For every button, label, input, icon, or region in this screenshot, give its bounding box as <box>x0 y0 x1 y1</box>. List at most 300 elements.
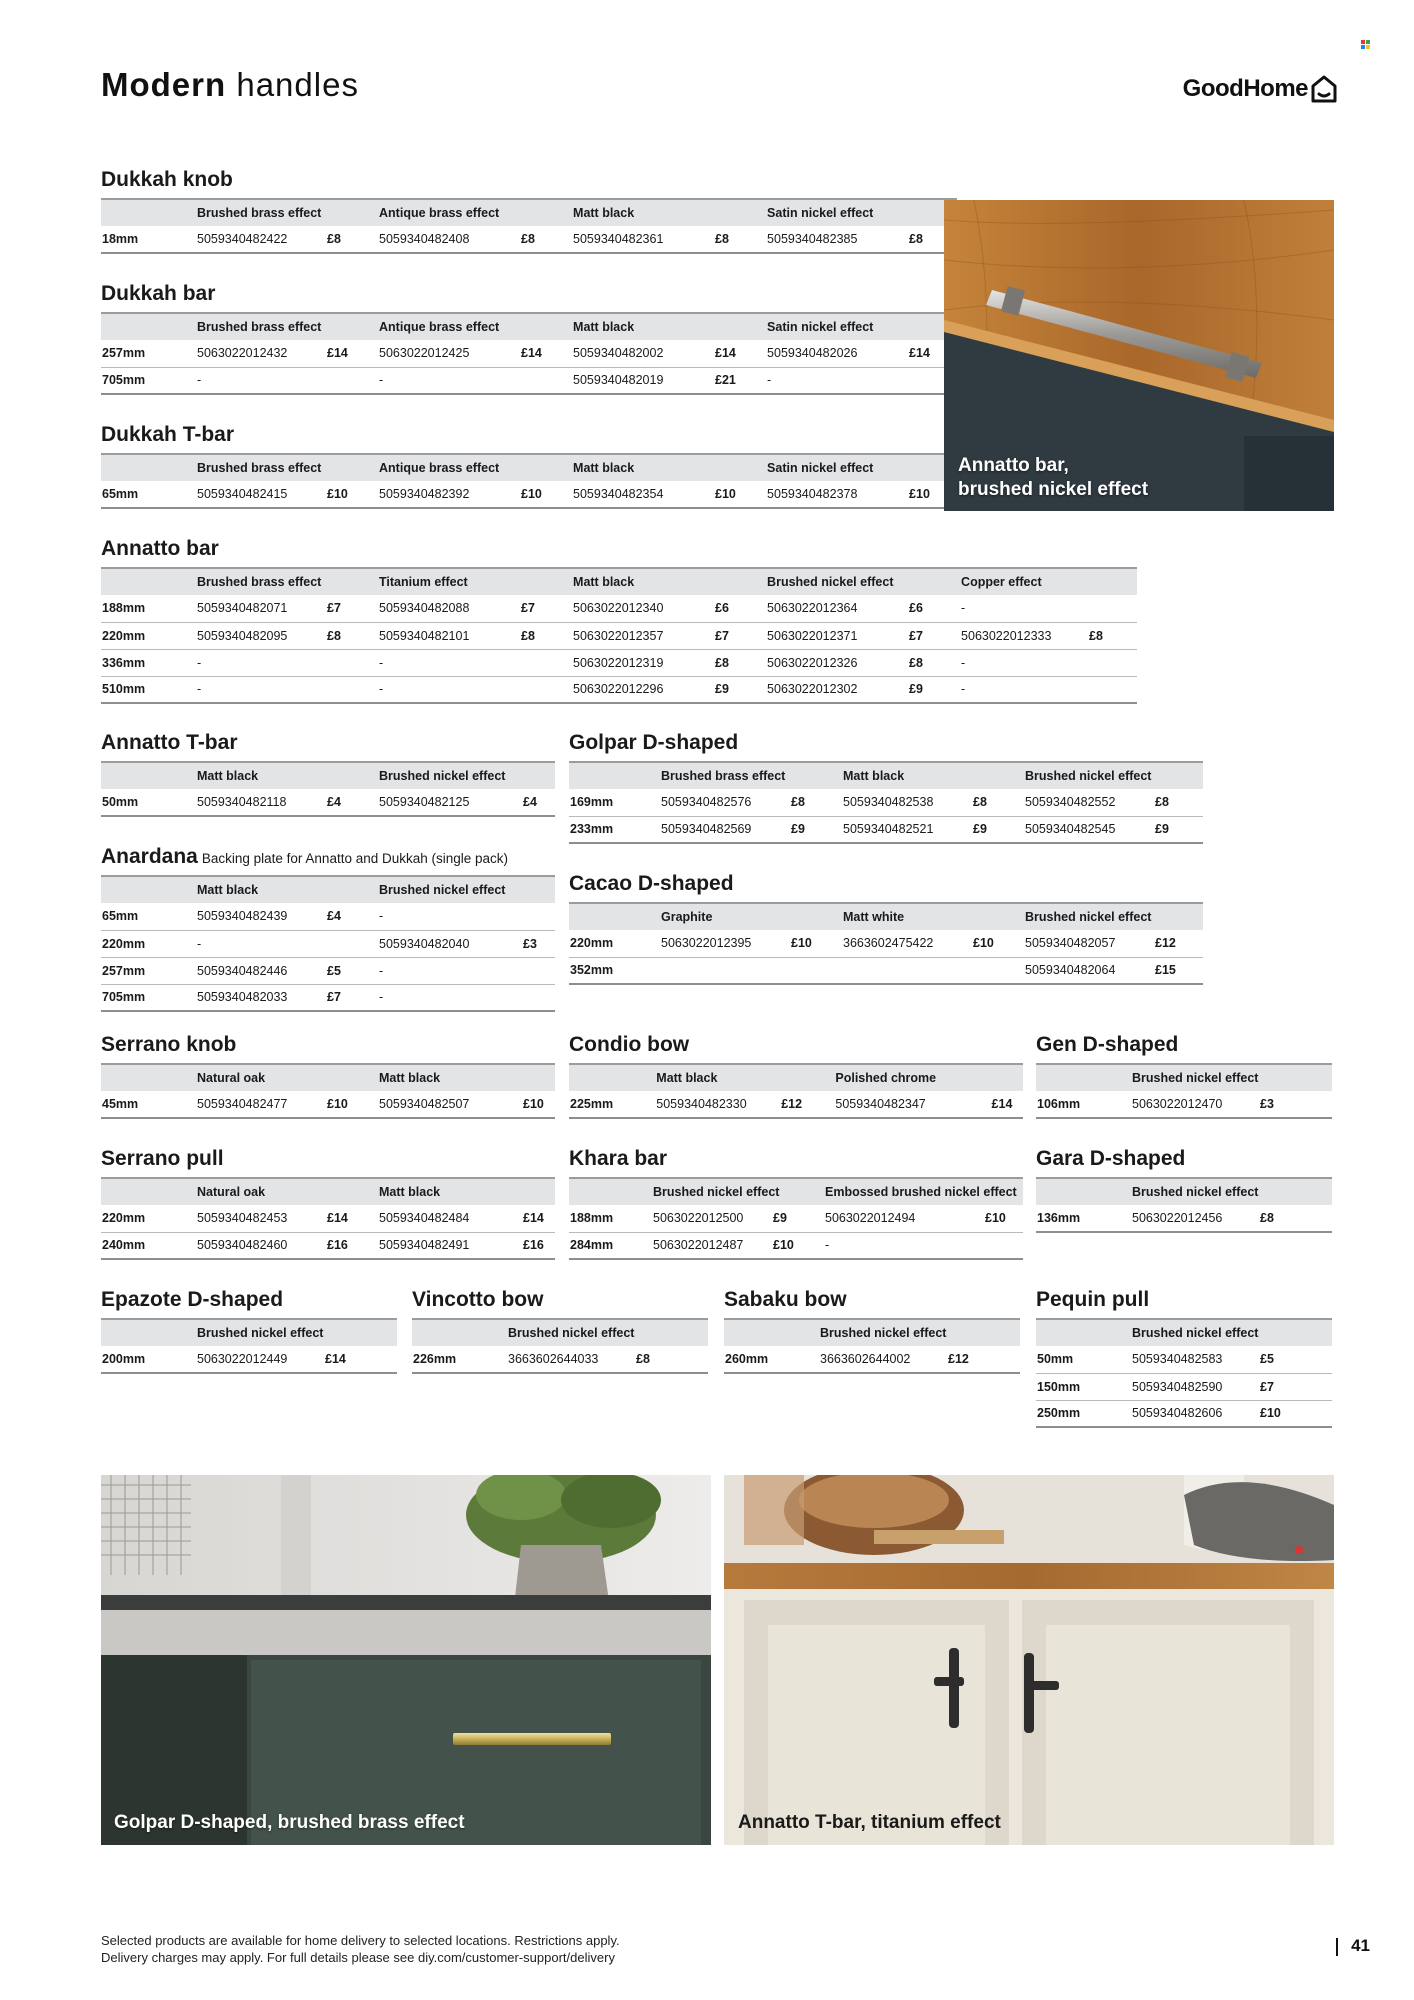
product-code-cell: 5059340482477 <box>193 1091 323 1118</box>
product-code-cell: 5059340482460 <box>193 1232 323 1259</box>
product-code-cell: 5063022012340 <box>569 595 711 622</box>
size-cell: 257mm <box>101 340 193 367</box>
price-cell: £10 <box>517 481 569 508</box>
section-epazote <box>101 1286 397 1374</box>
price-cell: £8 <box>632 1346 708 1373</box>
price-cell: £14 <box>988 1091 1023 1118</box>
table-row <box>101 622 1137 649</box>
price-cell: £6 <box>905 595 957 622</box>
price-cell <box>969 957 1021 984</box>
product-code-cell: 5063022012425 <box>375 340 517 367</box>
section-title-text: Serrano pull <box>101 1147 224 1170</box>
table-row <box>569 1091 1023 1118</box>
price-cell <box>517 367 569 394</box>
product-code-cell: - <box>957 676 1085 703</box>
size-cell: 188mm <box>569 1205 649 1232</box>
product-code-cell: 5063022012333 <box>957 622 1085 649</box>
table-row <box>101 1205 555 1232</box>
size-cell: 240mm <box>101 1232 193 1259</box>
product-code-cell: - <box>763 367 905 394</box>
price-cell: £16 <box>519 1232 555 1259</box>
table-header-row <box>569 903 1203 930</box>
size-cell: 220mm <box>101 1205 193 1232</box>
photo-golpar <box>101 1475 711 1845</box>
section-sabaku <box>724 1286 1020 1374</box>
product-code-cell: - <box>375 984 519 1011</box>
section-annatto-tbar <box>101 729 555 817</box>
product-code-cell: - <box>375 957 519 984</box>
size-cell: 45mm <box>101 1091 193 1118</box>
photo-annatto-tbar <box>724 1475 1334 1845</box>
table-header-row <box>569 762 1203 789</box>
price-cell: £12 <box>1151 930 1203 957</box>
spec-table <box>1036 1318 1332 1428</box>
price-cell: £9 <box>1151 816 1203 843</box>
finish-header: Brushed nickel effect <box>193 1319 397 1346</box>
product-code-cell: - <box>193 367 323 394</box>
finish-header: Graphite <box>657 903 839 930</box>
table-row <box>412 1346 708 1373</box>
product-code-cell: 5059340482347 <box>831 1091 987 1118</box>
spec-table <box>101 1318 397 1374</box>
header-cell-blank <box>569 903 657 930</box>
header-cell-blank <box>101 199 193 226</box>
size-cell: 226mm <box>412 1346 504 1373</box>
size-cell: 336mm <box>101 649 193 676</box>
section-title-text: Anardana <box>101 845 198 868</box>
header-cell-blank <box>101 762 193 789</box>
corner-color-dots-icon <box>1361 40 1371 50</box>
header-cell-blank <box>1036 1064 1128 1091</box>
table-header-row <box>1036 1178 1332 1205</box>
price-cell: £14 <box>519 1205 555 1232</box>
table-header-row <box>1036 1319 1332 1346</box>
product-code-cell: 5059340482392 <box>375 481 517 508</box>
size-cell: 200mm <box>101 1346 193 1373</box>
section-title <box>569 729 1203 757</box>
section-title-text: Khara bar <box>569 1147 668 1170</box>
brand-name: GoodHome <box>1182 75 1308 102</box>
finish-header: Matt white <box>839 903 1021 930</box>
price-cell: £5 <box>1256 1346 1332 1373</box>
finish-header: Brushed nickel effect <box>375 762 555 789</box>
price-cell <box>787 957 839 984</box>
product-code-cell: 5063022012326 <box>763 649 905 676</box>
section-serrano-knob <box>101 1031 555 1119</box>
finish-header: Matt black <box>375 1064 555 1091</box>
price-cell: £9 <box>905 676 957 703</box>
section-title-text: Dukkah knob <box>101 168 233 191</box>
finish-header: Brushed nickel effect <box>1128 1319 1332 1346</box>
product-code-cell: 5059340482590 <box>1128 1373 1256 1400</box>
table-row <box>101 903 555 930</box>
product-code-cell: 5059340482088 <box>375 595 517 622</box>
finish-header: Satin nickel effect <box>763 454 957 481</box>
price-cell: £16 <box>323 1232 375 1259</box>
price-cell: £10 <box>969 930 1021 957</box>
section-title <box>101 843 555 871</box>
product-code-cell: 5059340482453 <box>193 1205 323 1232</box>
price-cell: £4 <box>323 903 375 930</box>
product-code-cell: 5063022012456 <box>1128 1205 1256 1232</box>
spec-table <box>412 1318 708 1374</box>
page-title-rest: handles <box>236 66 359 103</box>
golpar-photo-caption: Golpar D-shaped, brushed brass effect <box>114 1812 465 1833</box>
section-dukkah-tbar <box>101 421 931 509</box>
spec-table <box>569 761 1203 844</box>
section-title <box>101 166 931 194</box>
table-header-row <box>101 1178 555 1205</box>
size-cell: 220mm <box>101 930 193 957</box>
price-cell: £8 <box>969 789 1021 816</box>
spec-table <box>101 453 957 509</box>
product-code-cell: 5059340482385 <box>763 226 905 253</box>
section-title-text: Dukkah T-bar <box>101 423 235 446</box>
price-cell: £8 <box>517 226 569 253</box>
section-title <box>1036 1286 1332 1314</box>
finish-header: Satin nickel effect <box>763 313 957 340</box>
product-code-cell: 5059340482064 <box>1021 957 1151 984</box>
table-row <box>1036 1400 1332 1427</box>
spec-table <box>101 875 555 1012</box>
header-cell-blank <box>101 1064 193 1091</box>
table-row <box>101 984 555 1011</box>
price-cell: £8 <box>1256 1205 1332 1232</box>
photo-annatto-bar <box>944 200 1334 511</box>
product-code-cell: 5059340482583 <box>1128 1346 1256 1373</box>
section-annatto-bar <box>101 535 1109 704</box>
price-cell <box>1085 649 1137 676</box>
product-code-cell: 5059340482057 <box>1021 930 1151 957</box>
price-cell: £4 <box>323 789 375 816</box>
size-cell: 150mm <box>1036 1373 1128 1400</box>
price-cell: £21 <box>711 367 763 394</box>
price-cell: £10 <box>1256 1400 1332 1427</box>
price-cell <box>323 649 375 676</box>
table-row <box>101 367 957 394</box>
size-cell: 50mm <box>101 789 193 816</box>
header-cell-blank <box>569 1064 652 1091</box>
price-cell: £14 <box>905 340 957 367</box>
product-code-cell: 5059340482538 <box>839 789 969 816</box>
size-cell: 705mm <box>101 984 193 1011</box>
finish-header: Embossed brushed nickel effect <box>821 1178 1023 1205</box>
product-code-cell: - <box>375 649 517 676</box>
section-pequin <box>1036 1286 1332 1428</box>
product-code-cell: 5059340482491 <box>375 1232 519 1259</box>
finish-header: Antique brass effect <box>375 199 569 226</box>
page-number-divider <box>1336 1938 1338 1956</box>
finish-header: Natural oak <box>193 1178 375 1205</box>
product-code-cell: 5059340482354 <box>569 481 711 508</box>
size-cell: 106mm <box>1036 1091 1128 1118</box>
product-code-cell: 5059340482545 <box>1021 816 1151 843</box>
table-row <box>101 1091 555 1118</box>
finish-header: Antique brass effect <box>375 454 569 481</box>
size-cell: 225mm <box>569 1091 652 1118</box>
section-gen <box>1036 1031 1332 1119</box>
section-title-text: Condio bow <box>569 1033 690 1056</box>
finish-header: Brushed brass effect <box>657 762 839 789</box>
section-title <box>101 280 931 308</box>
section-anardana <box>101 843 555 1012</box>
price-cell: £9 <box>787 816 839 843</box>
table-header-row <box>569 1178 1023 1205</box>
section-title <box>101 1031 555 1059</box>
price-cell: £14 <box>711 340 763 367</box>
size-cell: 705mm <box>101 367 193 394</box>
section-title-text: Golpar D-shaped <box>569 731 739 754</box>
product-code-cell: 5059340482101 <box>375 622 517 649</box>
table-row <box>101 649 1137 676</box>
section-title-text: Dukkah bar <box>101 282 216 305</box>
section-title <box>724 1286 1020 1314</box>
size-cell: 260mm <box>724 1346 816 1373</box>
section-title-text: Annatto bar <box>101 537 219 560</box>
spec-table <box>101 567 1137 704</box>
product-code-cell: 5063022012395 <box>657 930 787 957</box>
finish-header: Matt black <box>569 199 763 226</box>
spec-table <box>569 902 1203 985</box>
product-code-cell: 5059340482484 <box>375 1205 519 1232</box>
section-title <box>101 1286 397 1314</box>
price-cell: £10 <box>323 1091 375 1118</box>
price-cell <box>517 649 569 676</box>
price-cell: £7 <box>517 595 569 622</box>
product-code-cell: - <box>821 1232 981 1259</box>
price-cell: £7 <box>711 622 763 649</box>
delivery-note-line1: Selected products are available for home delivery to selected locations. Restrictions apply. <box>101 1933 620 1948</box>
finish-header: Brushed nickel effect <box>1021 903 1203 930</box>
table-header-row <box>569 1064 1023 1091</box>
price-cell <box>323 367 375 394</box>
spec-table <box>569 1063 1023 1119</box>
finish-header: Titanium effect <box>375 568 569 595</box>
table-row <box>724 1346 1020 1373</box>
product-code-cell: 5063022012364 <box>763 595 905 622</box>
table-header-row <box>724 1319 1020 1346</box>
price-cell: £10 <box>787 930 839 957</box>
price-cell <box>1085 595 1137 622</box>
price-cell <box>981 1232 1023 1259</box>
spec-table <box>724 1318 1020 1374</box>
price-cell: £7 <box>323 984 375 1011</box>
price-cell: £10 <box>769 1232 821 1259</box>
table-header-row <box>101 876 555 903</box>
section-title <box>1036 1145 1332 1173</box>
delivery-note-line2: Delivery charges may apply. For full details please see diy.com/customer-support/delivery <box>101 1950 615 1965</box>
size-cell: 257mm <box>101 957 193 984</box>
finish-header: Matt black <box>193 762 375 789</box>
finish-header: Brushed brass effect <box>193 568 375 595</box>
page-number: 41 <box>1351 1936 1370 1955</box>
size-cell: 136mm <box>1036 1205 1128 1232</box>
price-cell: £10 <box>323 481 375 508</box>
section-title-text: Sabaku bow <box>724 1288 847 1311</box>
product-code-cell: - <box>957 595 1085 622</box>
price-cell: £8 <box>905 649 957 676</box>
finish-header: Brushed nickel effect <box>1021 762 1203 789</box>
price-cell: £8 <box>1085 622 1137 649</box>
price-cell <box>519 984 555 1011</box>
spec-table <box>1036 1177 1332 1233</box>
finish-header: Brushed nickel effect <box>375 876 555 903</box>
table-row <box>569 1205 1023 1232</box>
product-code-cell: 5063022012296 <box>569 676 711 703</box>
table-row <box>101 595 1137 622</box>
price-cell: £6 <box>711 595 763 622</box>
finish-header: Brushed nickel effect <box>816 1319 1020 1346</box>
price-cell <box>1085 676 1137 703</box>
section-golpar <box>569 729 1203 844</box>
product-code-cell: 5059340482576 <box>657 789 787 816</box>
product-code-cell: - <box>375 367 517 394</box>
product-code-cell: 3663602644002 <box>816 1346 944 1373</box>
section-subtitle: Backing plate for Annatto and Dukkah (single pack) <box>201 851 509 866</box>
finish-header: Polished chrome <box>831 1064 1023 1091</box>
section-title <box>101 421 931 449</box>
table-row <box>101 481 957 508</box>
product-code-cell: 5059340482033 <box>193 984 323 1011</box>
section-title-text: Epazote D-shaped <box>101 1288 284 1311</box>
annatto-tbar-photo-caption: Annatto T-bar, titanium effect <box>738 1812 1001 1833</box>
price-cell: £14 <box>323 340 375 367</box>
product-code-cell: 5059340482446 <box>193 957 323 984</box>
table-header-row <box>101 1064 555 1091</box>
green-cabinet-illustration <box>101 1475 711 1845</box>
product-code-cell: 5059340482026 <box>763 340 905 367</box>
price-cell: £9 <box>711 676 763 703</box>
finish-header: Satin nickel effect <box>763 199 957 226</box>
product-code-cell: 5059340482439 <box>193 903 323 930</box>
size-cell: 220mm <box>569 930 657 957</box>
product-code-cell: 5063022012487 <box>649 1232 769 1259</box>
price-cell: £7 <box>1256 1373 1332 1400</box>
product-code-cell: 5059340482330 <box>652 1091 777 1118</box>
section-title <box>101 729 555 757</box>
product-code-cell: - <box>957 649 1085 676</box>
table-row <box>101 340 957 367</box>
price-cell: £10 <box>981 1205 1023 1232</box>
price-cell: £9 <box>969 816 1021 843</box>
header-cell-blank <box>101 876 193 903</box>
product-code-cell: 5063022012432 <box>193 340 323 367</box>
table-header-row <box>1036 1064 1332 1091</box>
section-vincotto <box>412 1286 708 1374</box>
annatto-bar-photo-caption-line1: Annatto bar, <box>958 455 1069 476</box>
section-title <box>569 870 1203 898</box>
finish-header: Brushed brass effect <box>193 313 375 340</box>
finish-header: Brushed nickel effect <box>763 568 957 595</box>
finish-header: Brushed nickel effect <box>649 1178 821 1205</box>
finish-header: Matt black <box>375 1178 555 1205</box>
section-title-text: Vincotto bow <box>412 1288 544 1311</box>
product-code-cell <box>657 957 787 984</box>
spec-table <box>569 1177 1023 1260</box>
size-cell: 65mm <box>101 481 193 508</box>
section-title-text: Gen D-shaped <box>1036 1033 1179 1056</box>
product-code-cell: 5059340482378 <box>763 481 905 508</box>
header-cell-blank <box>569 1178 649 1205</box>
product-code-cell: 5063022012302 <box>763 676 905 703</box>
price-cell: £9 <box>769 1205 821 1232</box>
table-row <box>1036 1205 1332 1232</box>
finish-header: Matt black <box>839 762 1021 789</box>
header-cell-blank <box>101 1178 193 1205</box>
header-cell-blank <box>724 1319 816 1346</box>
product-code-cell: 5063022012470 <box>1128 1091 1256 1118</box>
product-code-cell: 5059340482002 <box>569 340 711 367</box>
section-title-text: Serrano knob <box>101 1033 237 1056</box>
size-cell: 18mm <box>101 226 193 253</box>
section-title-text: Pequin pull <box>1036 1288 1150 1311</box>
finish-header: Matt black <box>569 313 763 340</box>
price-cell: £14 <box>517 340 569 367</box>
size-cell: 233mm <box>569 816 657 843</box>
section-title <box>101 535 1109 563</box>
finish-header: Matt black <box>569 454 763 481</box>
section-khara <box>569 1145 1023 1260</box>
price-cell: £8 <box>323 226 375 253</box>
table-row <box>101 1346 397 1373</box>
product-code-cell: 5059340482125 <box>375 789 519 816</box>
section-dukkah-knob <box>101 166 931 254</box>
price-cell: £12 <box>777 1091 831 1118</box>
price-cell: £10 <box>905 481 957 508</box>
product-code-cell: - <box>193 649 323 676</box>
product-code-cell: 5063022012319 <box>569 649 711 676</box>
price-cell: £10 <box>519 1091 555 1118</box>
product-code-cell: 3663602644033 <box>504 1346 632 1373</box>
price-cell: £8 <box>787 789 839 816</box>
product-code-cell: - <box>375 676 517 703</box>
product-code-cell: 5059340482552 <box>1021 789 1151 816</box>
price-cell: £7 <box>905 622 957 649</box>
section-title <box>569 1145 1023 1173</box>
header-cell-blank <box>569 762 657 789</box>
price-cell: £5 <box>323 957 375 984</box>
price-cell: £15 <box>1151 957 1203 984</box>
section-cacao <box>569 870 1203 985</box>
product-code-cell: 3663602475422 <box>839 930 969 957</box>
price-cell: £8 <box>1151 789 1203 816</box>
size-cell: 352mm <box>569 957 657 984</box>
finish-header: Copper effect <box>957 568 1137 595</box>
table-header-row <box>412 1319 708 1346</box>
goodhome-logo <box>1183 74 1338 104</box>
size-cell: 250mm <box>1036 1400 1128 1427</box>
product-code-cell: - <box>375 903 519 930</box>
product-code-cell: 5063022012500 <box>649 1205 769 1232</box>
finish-header: Brushed nickel effect <box>1128 1178 1332 1205</box>
table-row <box>101 676 1137 703</box>
product-code-cell: 5059340482408 <box>375 226 517 253</box>
table-row <box>569 816 1203 843</box>
price-cell: £4 <box>519 789 555 816</box>
section-title-text: Annatto T-bar <box>101 731 238 754</box>
size-cell: 220mm <box>101 622 193 649</box>
product-code-cell: 5059340482422 <box>193 226 323 253</box>
annatto-bar-photo-caption-line2: brushed nickel effect <box>958 479 1149 500</box>
product-code-cell: 5063022012371 <box>763 622 905 649</box>
size-cell: 510mm <box>101 676 193 703</box>
finish-header: Matt black <box>652 1064 831 1091</box>
finish-header: Brushed brass effect <box>193 199 375 226</box>
price-cell <box>517 676 569 703</box>
header-cell-blank <box>101 568 193 595</box>
section-gara <box>1036 1145 1332 1233</box>
header-cell-blank <box>101 454 193 481</box>
